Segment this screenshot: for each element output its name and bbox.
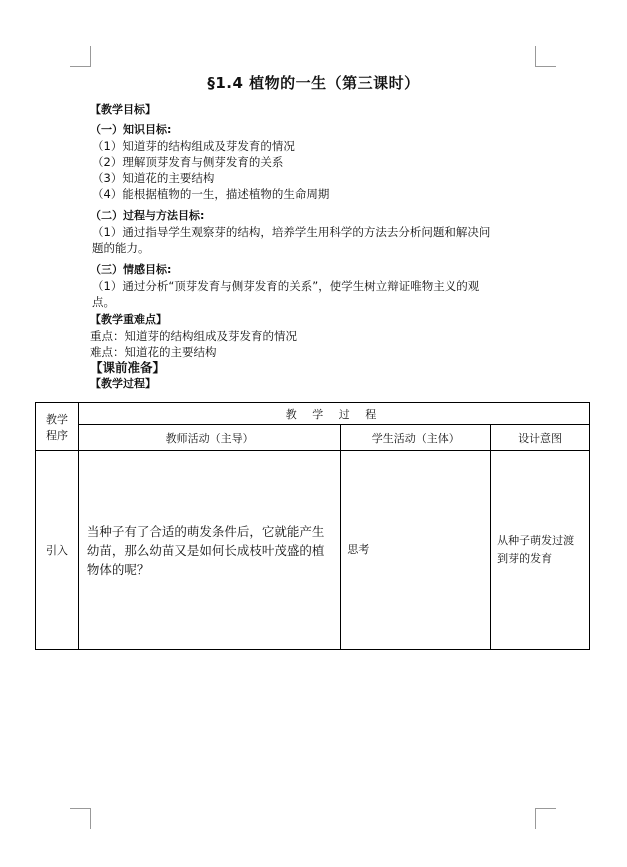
process-heading: （二）过程与方法目标: (90, 209, 205, 222)
process-item: （1）通过指导学生观察芽的结构，培养学生用科学的方法去分析问题和解决问 (92, 225, 491, 239)
design-header-cell: 设计意图 (491, 425, 590, 451)
knowledge-heading: （一）知识目标: (90, 123, 172, 136)
difficult-point: 难点：知道花的主要结构 (90, 345, 217, 359)
teacher-header-cell: 教师活动（主导） (78, 425, 341, 451)
corner-mark-bottom-right (535, 808, 556, 829)
corner-mark-top-left (70, 46, 91, 67)
emotion-heading: （三）情感目标: (90, 263, 172, 276)
goals-heading: 【教学目标】 (90, 103, 156, 116)
corner-mark-top-right (535, 46, 556, 67)
course-heading: 【教学过程】 (90, 377, 156, 390)
prep-heading: 【课前准备】 (90, 360, 166, 375)
lesson-process-table (35, 402, 590, 650)
process-header-cell: 教 学 过 程 (78, 403, 589, 425)
table-header-row (36, 403, 590, 425)
knowledge-item: （4）能根据植物的一生，描述植物的生命周期 (92, 187, 330, 201)
page-title: §1.4 植物的一生（第三课时） (207, 74, 420, 92)
process-item: 题的能力。 (92, 241, 150, 255)
program-header-cell (36, 403, 79, 451)
program-header-line: 程序 (45, 428, 68, 442)
stage-cell: 引入 (36, 451, 79, 650)
key-points-heading: 【教学重难点】 (90, 313, 167, 326)
table-subheader-row (36, 425, 590, 451)
key-point: 重点：知道芽的结构组成及芽发育的情况 (90, 329, 297, 343)
knowledge-item: （1）知道芽的结构组成及芽发育的情况 (92, 139, 295, 153)
design-intent-cell: 从种子萌发过渡到芽的发育 (491, 451, 590, 650)
program-header-line: 教学 (45, 412, 68, 426)
student-activity-cell: 思考 (341, 451, 491, 650)
emotion-item: （1）通过分析“顶芽发育与侧芽发育的关系”，使学生树立辩证唯物主义的观 (92, 279, 480, 293)
lesson-content (90, 102, 540, 392)
knowledge-item: （2）理解顶芽发育与侧芽发育的关系 (92, 155, 284, 169)
teacher-activity-cell: 当种子有了合适的萌发条件后，它就能产生幼苗，那么幼苗又是如何长成枝叶茂盛的植物体的呢？ (78, 451, 341, 650)
emotion-item: 点。 (92, 295, 115, 309)
student-header-cell: 学生活动（主体） (341, 425, 491, 451)
table-row (36, 451, 590, 650)
knowledge-item: （3）知道花的主要结构 (92, 171, 215, 185)
corner-mark-bottom-left (70, 808, 91, 829)
